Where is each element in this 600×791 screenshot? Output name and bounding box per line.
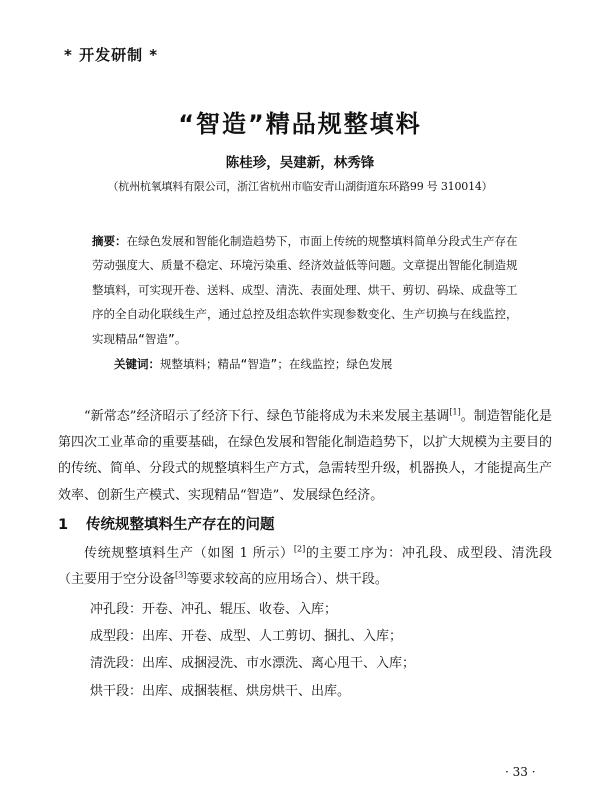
abstract-text: 在绿色发展和智能化制造趋势下，市面上传统的规整填料简单分段式生产存在劳动强度大、质量不稳定、环境污染重、经济效益低等问题。文章提出智能化制造规整填料，可实现开卷、送料、成型、清洗、表面处理、烘干、剪切、码垛、成盘等工序的全自动化联线生产，通过总控及组态软件实现参数变化、生产切换与在线监控，实现精品“智造”。 xyxy=(92,234,518,346)
section-paragraph xyxy=(58,541,552,593)
column-header: * 开发研制 * xyxy=(64,46,159,64)
intro-text-1: “新常态”经济昭示了经济下行、绿色节能将成为未来发展主基调 xyxy=(84,409,450,424)
section-heading xyxy=(58,513,275,534)
process-step: 清洗段：出库、成捆浸洗、市水漂洗、离心甩干、入库； xyxy=(90,656,416,672)
process-step: 冲孔段：开卷、冲孔、辊压、收卷、入库； xyxy=(90,602,338,617)
keywords xyxy=(114,356,534,372)
process-step-list xyxy=(90,596,415,705)
keywords-label: 关键词： xyxy=(114,357,160,371)
section-text-3: 等要求较高的应用场合）、烘干段。 xyxy=(186,572,388,588)
section-text-1: 传统规整填料生产（如图 1 所示） xyxy=(84,546,294,561)
abstract-label: 摘要： xyxy=(92,234,127,248)
article-title: “智造”精品规整填料 xyxy=(178,110,422,138)
process-step: 烘干段：出库、成捆装框、烘房烘干、出库。 xyxy=(90,683,351,699)
section-number: 1 xyxy=(58,517,69,533)
page-number: · 33 · xyxy=(505,765,536,779)
keywords-text: 规整填料；精品“智造”；在线监控；绿色发展 xyxy=(160,357,393,371)
author-list: 陈桂珍，吴建新，林秀锋 xyxy=(225,155,375,171)
section-text-2: 的主要工序为：冲孔段、成型段、清洗段（主要用于空分设备 xyxy=(58,546,552,588)
citation-ref: [2] xyxy=(293,544,306,554)
section-title: 传统规整填料生产存在的问题 xyxy=(86,517,275,533)
intro-paragraph xyxy=(58,404,552,509)
intro-text-2: 。制造智能化是第四次工业革命的重要基础，在绿色发展和智能化制造趋势下，以扩大规模为主要目的的传统、简单、分段式的规整填料生产方式，急需转型升级，机器换人，才能提高生产效率、创新生产模式、实现精品“智造”、发展绿色经济。 xyxy=(58,409,553,503)
citation-ref: [3] xyxy=(175,570,187,580)
abstract xyxy=(92,229,522,351)
citation-ref: [1] xyxy=(449,407,461,417)
process-step: 成型段：出库、开卷、成型、人工剪切、捆扎、入库； xyxy=(90,629,403,645)
author-affiliation: （杭州杭氧填料有限公司，浙江省杭州市临安青山湖街道东环路99 号 310014） xyxy=(107,180,493,193)
